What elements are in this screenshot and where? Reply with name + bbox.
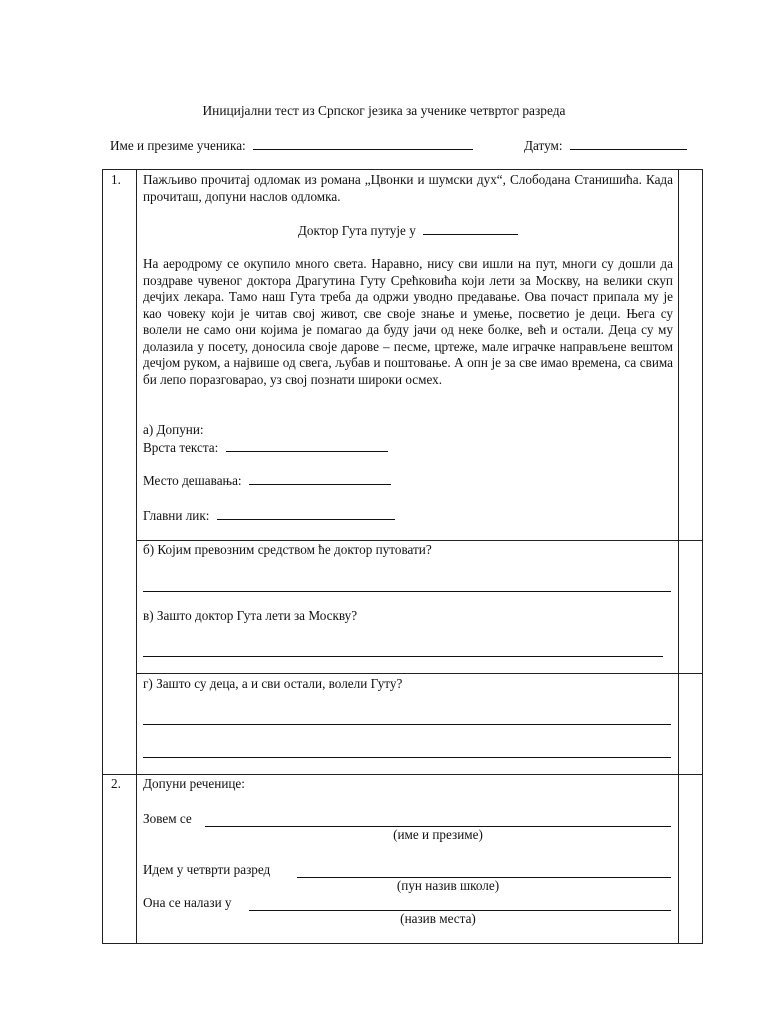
main-character-label: Главни лик: <box>143 508 210 523</box>
text-type-label: Врста текста: <box>143 440 219 455</box>
column-divider-number <box>136 170 137 943</box>
question-2-instruction: Допуни реченице: <box>143 776 245 791</box>
part-b-question: б) Којим превозним средством ће доктор путовати? <box>143 542 432 557</box>
title-fill-field[interactable] <box>423 222 518 235</box>
text-type-field[interactable] <box>226 439 388 452</box>
name-label: Зовем се <box>143 811 192 826</box>
student-name-row <box>110 137 473 154</box>
date-row <box>524 137 687 154</box>
student-name-field[interactable] <box>253 137 473 150</box>
part-g-question: г) Зашто су деца, а и сви остали, волели Гуту? <box>143 676 403 691</box>
question-1-title-heading: Доктор Гута путује у <box>297 223 416 238</box>
location-label: Она се налази у <box>143 895 232 910</box>
main-character-field[interactable] <box>217 507 395 520</box>
school-hint: (пун назив школе) <box>396 878 500 893</box>
place-field[interactable] <box>249 472 391 485</box>
page-title: Иницијални тест из Српског језика за ученике четвртог разреда <box>202 103 566 118</box>
text-type-row <box>143 439 673 457</box>
row-divider-b <box>136 540 702 541</box>
main-character-row <box>143 507 673 525</box>
grade-label: Идем у четврти разред <box>143 862 271 877</box>
part-v-question: в) Зашто доктор Гута лети за Москву? <box>143 608 358 623</box>
questions-table <box>102 169 703 944</box>
student-name-label: Име и презиме ученика: <box>110 138 246 153</box>
question-1-number: 1. <box>111 172 121 187</box>
question-2-number: 2. <box>111 776 121 791</box>
part-a-label: а) Допуни: <box>143 422 204 437</box>
part-b-answer-line[interactable] <box>143 591 671 592</box>
question-1-instruction: Пажљиво прочитај одломак из романа „Цвонки и шумски дух“, Слободана Станишића. Када прочиташ, допуни наслов одломка. <box>143 172 673 204</box>
date-field[interactable] <box>570 137 687 150</box>
part-v-answer-line[interactable] <box>143 656 663 657</box>
place-row <box>143 472 673 490</box>
question-1-title-row <box>143 222 673 240</box>
part-g-answer-line-2[interactable] <box>143 757 671 758</box>
row-divider-q2 <box>103 774 702 775</box>
novel-passage: На аеродрому се окупило много света. Наравно, нису сви ишли на пут, многи су дошли да поздраве чувеног доктора Драгутина Гуту Срећковића који лети за Москву, на велики скуп дечјих лекара. Тамо наш Гута треба да одржи уводно предавање. Ова почаст припала му је као човеку који је читав свој живот, све своје знање и умење, посветио је деци. Њега су волели не само они којима је помагао да буду јачи од неке болке, већ и остали. Деца су му долазила у посету, доносила своје дарове – песме, цртеже, мале играчке направљене вештом дечјом руком, а највише од свега, љубав и поштовање. А опн је за све имао времена, са свима би лепо поразговарао, уз свој познати широки осмех. <box>143 256 673 387</box>
column-divider-points <box>678 170 679 943</box>
place-label: Место дешавања: <box>143 473 242 488</box>
row-divider-g <box>136 673 702 674</box>
date-label: Датум: <box>524 138 563 153</box>
part-g-answer-line-1[interactable] <box>143 724 671 725</box>
name-hint: (име и презиме) <box>393 827 483 842</box>
location-hint: (назив места) <box>400 911 476 926</box>
